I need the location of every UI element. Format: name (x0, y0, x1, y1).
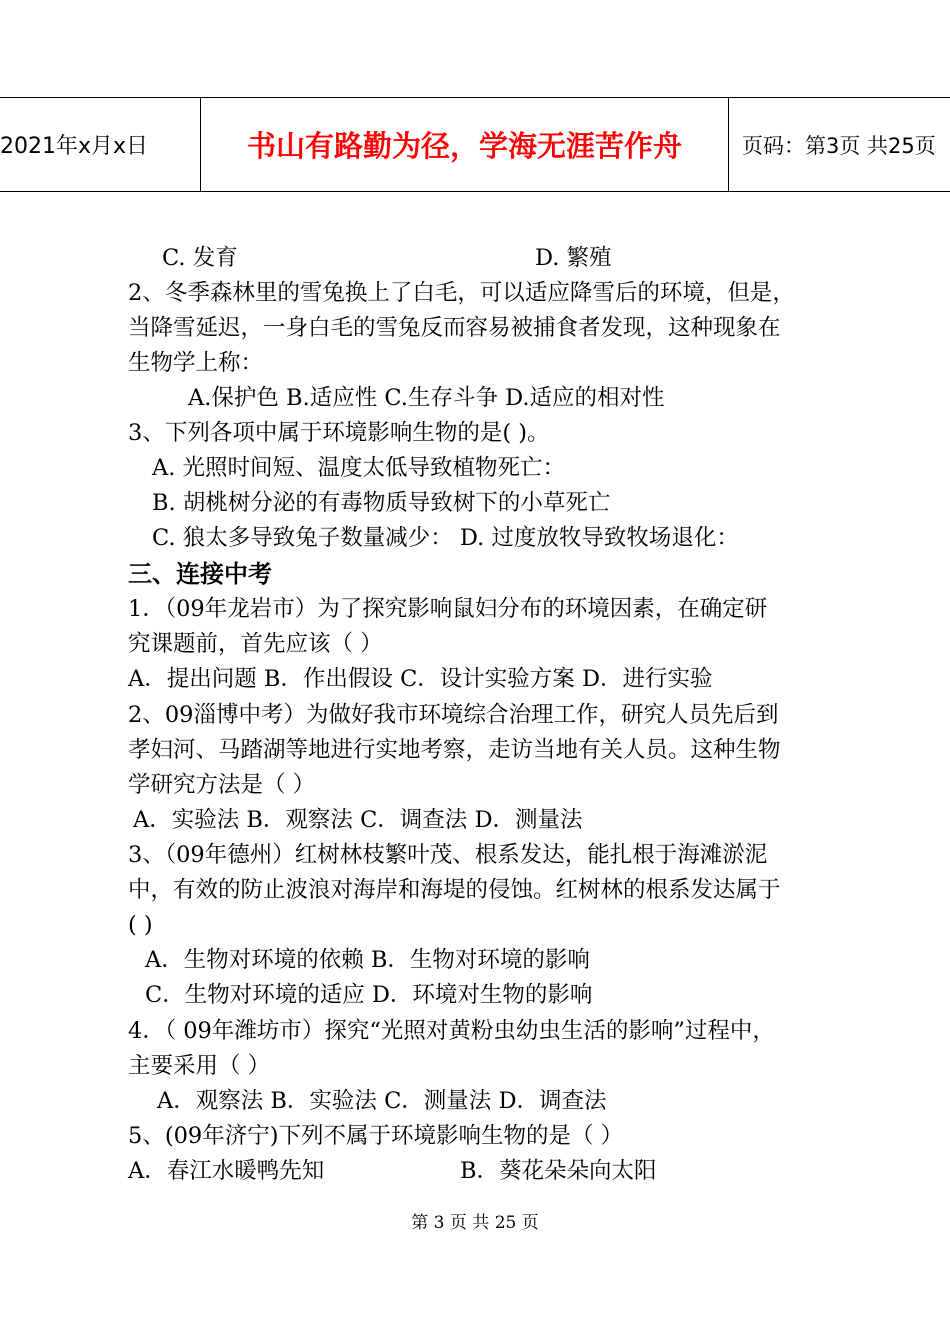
exam-q3-options-ab: A．生物对环境的依赖 B．生物对环境的影响 (145, 947, 590, 973)
exam-q3-line-2: 中，有效的防止波浪对海岸和海堤的侵蚀。红树林的根系发达属于 (128, 877, 781, 903)
exam-q1-line-2: 究课题前，首先应该（ ） (128, 631, 383, 657)
exam-q5-option-a: A．春江水暖鸭先知 (128, 1158, 325, 1184)
exam-q2-line-2: 孝妇河、马踏湖等地进行实地考察，走访当地有关人员。这种生物 (128, 737, 781, 763)
question-2-options: A.保护色 B.适应性 C.生存斗争 D.适应的相对性 (188, 385, 665, 411)
header-divider-2 (728, 98, 729, 191)
exam-q3-line-1: 3、（09年德州）红树林枝繁叶茂、根系发达，能扎根于海滩淤泥 (128, 842, 768, 868)
exam-q4-line-2: 主要采用（ ） (128, 1053, 271, 1079)
exam-q3-options-cd: C．生物对环境的适应 D．环境对生物的影响 (145, 982, 593, 1008)
exam-q2-line-3: 学研究方法是（ ） (128, 772, 316, 798)
exam-q3-line-3: ( ) (128, 912, 153, 938)
exam-q2-line-1: 2、09淄博中考）为做好我市环境综合治理工作，研究人员先后到 (128, 702, 779, 728)
exam-q1-options: A．提出问题 B．作出假设 C．设计实验方案 D．进行实验 (128, 666, 713, 692)
exam-q5-option-b: B．葵花朵朵向太阳 (460, 1158, 657, 1184)
header-page-info: 页码：第3页 共25页 (742, 133, 936, 158)
question-3-stem: 3、下列各项中属于环境影响生物的是( )。 (128, 420, 550, 446)
exam-q2-options: A．实验法 B．观察法 C．调查法 D．测量法 (133, 807, 583, 833)
exam-q4-line-1: 4．（ 09年潍坊市）探究“光照对黄粉虫幼虫生活的影响”过程中， (128, 1018, 775, 1044)
page-header (0, 97, 950, 192)
question-2-line-2: 当降雪延迟，一身白毛的雪兔反而容易被捕食者发现，这种现象在 (128, 315, 781, 341)
exam-q1-line-1: 1．（09年龙岩市）为了探究影响鼠妇分布的环境因素，在确定研 (128, 596, 768, 622)
question-3-option-b: B. 胡桃树分泌的有毒物质导致树下的小草死亡 (152, 490, 611, 516)
question-3-option-cd: C. 狼太多导致兔子数量减少： D. 过度放牧导致牧场退化： (152, 525, 739, 551)
option-c-develop: C. 发育 (162, 245, 238, 271)
question-3-option-a: A. 光照时间短、温度太低导致植物死亡： (152, 455, 566, 481)
section-heading: 三、连接中考 (128, 560, 272, 588)
header-date: 2021年x月x日 (0, 134, 149, 159)
question-2-line-1: 2、冬季森林里的雪兔换上了白毛，可以适应降雪后的环境，但是， (128, 280, 795, 306)
header-motto: 书山有路勤为径，学海无涯苦作舟 (246, 129, 682, 163)
exam-q4-options: A．观察法 B．实验法 C．测量法 D．调查法 (157, 1088, 607, 1114)
page-footer: 第 3 页 共 25 页 (411, 1213, 539, 1233)
option-d-reproduce: D. 繁殖 (535, 245, 612, 271)
question-2-line-3: 生物学上称： (128, 350, 264, 376)
exam-q5-stem: 5、(09年济宁)下列不属于环境影响生物的是（ ） (128, 1123, 624, 1149)
